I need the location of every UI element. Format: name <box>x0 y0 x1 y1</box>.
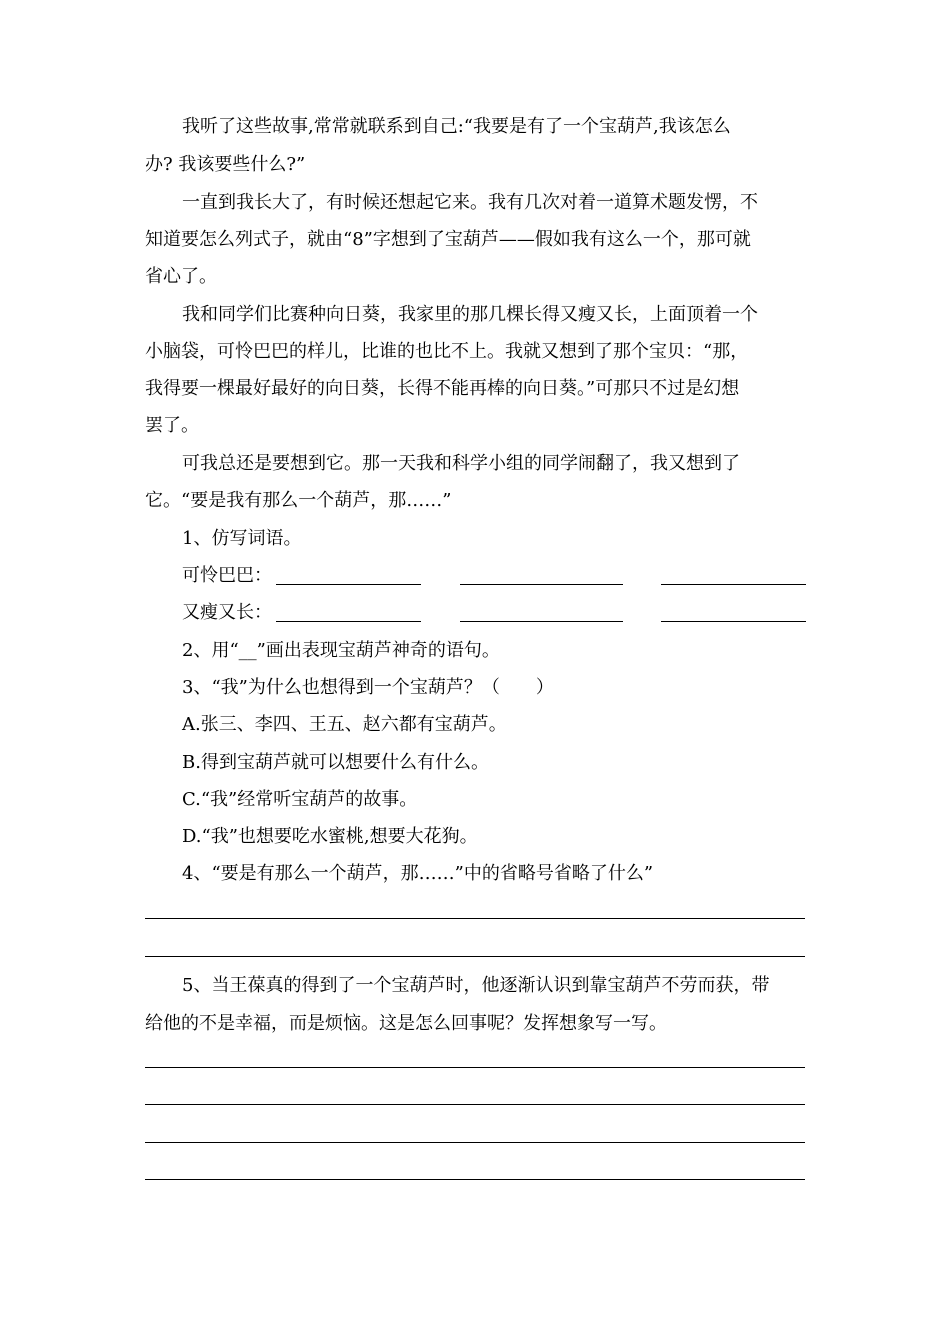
question-3-option-c: C.“我”经常听宝葫芦的故事。 <box>182 789 418 810</box>
passage-paragraph-1-line-2: 办? 我该要些什么?” <box>145 154 306 175</box>
question-5-prompt-line-2: 给他的不是幸福，而是烦恼。这是怎么回事呢？发挥想象写一写。 <box>145 1013 667 1034</box>
passage-paragraph-3-line-1: 我和同学们比赛种向日葵，我家里的那几棵长得又瘦又长，上面顶着一个 <box>182 304 758 325</box>
question-1-item-2-label: 又瘦又长： <box>182 602 272 623</box>
question-2-prompt: 2、用“__”画出表现宝葫芦神奇的语句。 <box>182 640 500 661</box>
question-3-option-a: A.张三、李四、王五、赵六都有宝葫芦。 <box>182 714 507 735</box>
question-1-item-2-blank-2[interactable] <box>460 621 623 622</box>
question-3-option-b: B.得到宝葫芦就可以想要什么有什么。 <box>182 752 489 773</box>
question-5-prompt-line-1: 5、当王葆真的得到了一个宝葫芦时，他逐渐认识到靠宝葫芦不劳而获，带 <box>182 975 770 996</box>
question-5-answer-line-4[interactable] <box>145 1179 805 1180</box>
passage-paragraph-4-line-2: 它。“要是我有那么一个葫芦，那……” <box>145 490 452 511</box>
question-1-item-1-blank-1[interactable] <box>276 584 421 585</box>
question-4-answer-line-2[interactable] <box>145 956 805 957</box>
passage-paragraph-3-line-2: 小脑袋，可怜巴巴的样儿，比谁的也比不上。我就又想到了那个宝贝：“那， <box>145 341 749 362</box>
passage-paragraph-4-line-1: 可我总还是要想到它。那一天我和科学小组的同学闹翻了，我又想到了 <box>182 453 740 474</box>
question-1-item-1-label: 可怜巴巴： <box>182 565 272 586</box>
question-1-item-2-blank-1[interactable] <box>276 621 421 622</box>
question-3-option-d: D.“我”也想要吃水蜜桃,想要大花狗。 <box>182 826 478 847</box>
passage-paragraph-2-line-2: 知道要怎么列式子，就由“8”字想到了宝葫芦——假如我有这么一个，那可就 <box>145 229 751 250</box>
question-3-prompt: 3、“我”为什么也想得到一个宝葫芦？（ ） <box>182 677 554 698</box>
passage-paragraph-2-line-1: 一直到我长大了，有时候还想起它来。我有几次对着一道算术题发愣，不 <box>182 192 758 213</box>
question-5-answer-line-2[interactable] <box>145 1104 805 1105</box>
question-4-answer-line-1[interactable] <box>145 918 805 919</box>
question-4-prompt: 4、“要是有那么一个葫芦，那……”中的省略号省略了什么” <box>182 863 654 884</box>
question-5-answer-line-1[interactable] <box>145 1067 805 1068</box>
question-1-item-2-blank-3[interactable] <box>661 621 806 622</box>
passage-paragraph-2-line-3: 省心了。 <box>145 266 217 287</box>
passage-paragraph-1-line-1: 我听了这些故事,常常就联系到自己:“我要是有了一个宝葫芦,我该怎么 <box>182 116 731 137</box>
question-1-item-1-blank-2[interactable] <box>460 584 623 585</box>
question-1-prompt: 1、仿写词语。 <box>182 528 302 549</box>
question-5-answer-line-3[interactable] <box>145 1142 805 1143</box>
passage-paragraph-3-line-3: 我得要一棵最好最好的向日葵，长得不能再棒的向日葵。”可那只不过是幻想 <box>145 378 740 399</box>
passage-paragraph-3-line-4: 罢了。 <box>145 415 199 436</box>
question-1-item-1-blank-3[interactable] <box>661 584 806 585</box>
